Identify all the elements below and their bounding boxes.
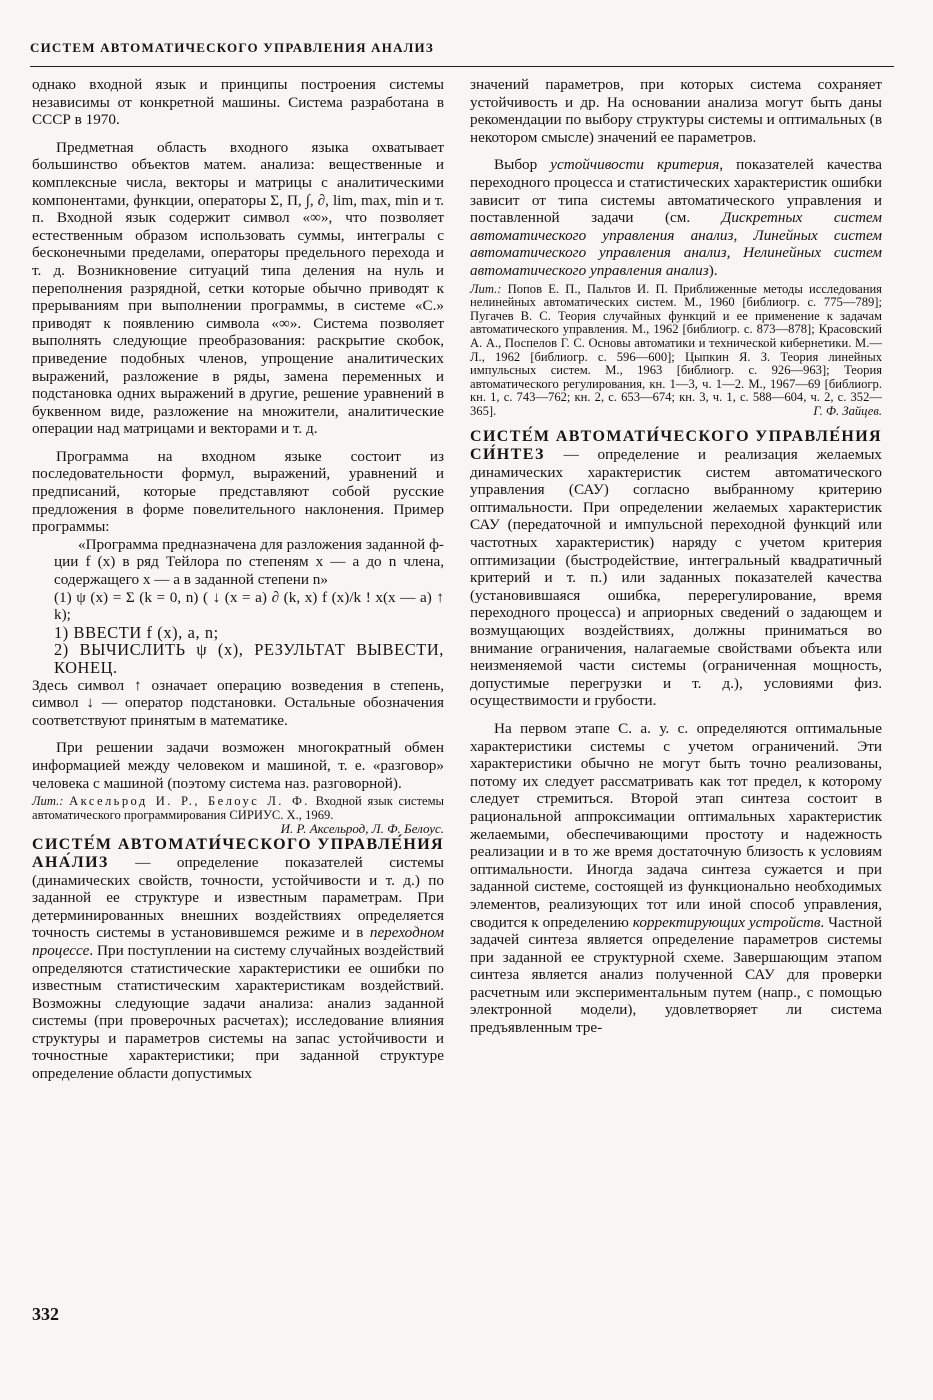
paragraph: При решении задачи возможен многократный обмен информацией между человеком и машиной, т. е. «разговор» человека с машиной (поэтому система наз. разговорной). [32, 739, 444, 792]
right-column [470, 76, 882, 1037]
page-number: 332 [32, 1304, 59, 1324]
author-signature: И. Р. Аксельрод, Л. Ф. Белоус. [280, 821, 444, 837]
paragraph-text: Выбор [494, 156, 551, 174]
header-rule [30, 66, 894, 67]
program-example [32, 536, 444, 677]
literature-text: Входной язык системы автоматического программирования СИРИУС. Х., 1969. [32, 794, 445, 822]
entry [32, 836, 444, 1082]
literature-label: Лит.: [32, 794, 64, 809]
left-column [32, 76, 444, 1083]
entry-title: СИСТЕ́М АВТОМАТИ́ЧЕСКОГО УПРАВЛЕ́НИЯ СИ́НТЕЗ [470, 428, 882, 464]
paragraph-text: . Частной задачей синтеза является определение параметров системы при заданной ее структурной схеме. Завершающим этапом синтеза является анализ полученной САУ для проверки расчетным или экспериментальным путем (напр., с помощью электронной модели), удовлетворяет ли система предъявленным тре- [470, 913, 882, 1037]
program-step-1: 1) ВВЕСТИ f (x), a, n; [54, 622, 219, 642]
cross-reference-link[interactable]: корректирующих устройств [632, 913, 821, 931]
program-step-2: 2) ВЫЧИСЛИТЬ ψ (x), РЕЗУЛЬТАТ ВЫВЕСТИ, КОНЕЦ. [54, 640, 444, 677]
literature-authors: Аксельрод И. Р., Белоус Л. Ф. [69, 794, 310, 809]
literature-label: Лит.: [470, 281, 502, 296]
paragraph-text: На первом этапе С. а. у. с. определяются оптимальные характеристики системы с учетом ограничений. Эти характеристики обычно не могут быть точно реализованы, потому их следует рассматривать как тот предел, к которому следует стремиться. Второй этап синтеза состоит в рациональной аппроксимации оптимальных характеристик желаемыми, обеспечивающими простоту и надежность реализации и в то же время достаточную близость к условиям оптимальности. Иногда задача синтеза сужается и при заданной системе, состоящей из функционально необходимых элементов, реализующих тот или иной способ управления, сводится к определению [470, 719, 882, 931]
program-formula: (1) ψ (x) = Σ (k = 0, n) ( ↓ (x = a) ∂ (k, x) f (x)/k ! x(x — a) ↑ k); [54, 588, 444, 624]
entry-text: . При поступлении на систему случайных воздействий определяются статистические характеристики ее ошибки по известным статистическим характеристикам воздействий. Возможны следующие задачи анализа: анализ заданной системы (при проверочных расчетах); исследование влияния структуры и параметров системы на запас устойчивости и точностные характеристики; при заданной структуре определение области допустимых [32, 941, 444, 1083]
paragraph: однако входной язык и принципы построения системы независимы от конкретной машины. Система разработана в СССР в 1970. [32, 76, 444, 129]
running-title: СИСТЕМ АВТОМАТИЧЕСКОГО УПРАВЛЕНИЯ АНАЛИЗ [30, 40, 434, 55]
cross-reference-link[interactable]: переходном процессе [32, 924, 444, 959]
entry-text: — определение и реализация желаемых динамических характеристик систем автоматического управления (САУ) согласно выбранному критерию оптимальности. При определении желаемых характеристик САУ (передаточной и импульсной переходной функций или частотных характеристик) наряду с учетом критерия оптимизации (быстродействие, интегральный квадратичный критерий и т. п.) или заданных показателей качества (установившаяся ошибка, перерегулирование, время переходного процесса) и априорных сведений о задающем и возмущающих воздействиях, должны приниматься во внимание ограничения, налагаемые свойствами объекта или неизменяемой части системы (ограниченная мощность, допустимые перегрузки и т. д.), условиями физ. осуществимости и грубости. [470, 446, 882, 710]
author-signature: Г. Ф. Зайцев. [813, 403, 882, 418]
paragraph [470, 720, 882, 1037]
cross-reference-link[interactable]: устойчивости критерия [550, 156, 720, 174]
literature [32, 795, 444, 822]
paragraph: Программа на входном языке состоит из последовательности формул, выражений, уравнений и предписаний, которые представляют собой русские предложения в форме повелительного наклонения. Пример программы: [32, 447, 444, 536]
paragraph-text: ). [708, 261, 718, 279]
paragraph-text: , показателей качества переходного процесса и статистических характеристик ошибки зависит от типа системы автоматического управления и поставленной задачи (см. [470, 156, 883, 227]
cross-reference-link[interactable]: Дискретных систем автоматического управления анализ, Линейных систем автоматического управления анализ, Нелинейных систем автоматического управления анализ [470, 209, 882, 279]
entry-text: — определение показателей системы (динамических свойств, точности, устойчивости и т. д.) по заданной ее структуре и известным параметрам. При детерминированных внешних воздействиях определяется точность системы в установившемся режиме и в [32, 853, 444, 942]
entry [470, 428, 882, 710]
paragraph: Предметная область входного языка охватывает большинство объектов матем. анализа: вещественные и комплексные числа, векторы и матрицы с аналитическими компонентами, функции, операторы Σ, Π, ∫, ∂, lim, max, min и т. п. Входной язык содержит символ «∞», что позволяет естественным образом использовать суммы, интегралы с бесконечными пределами, операторы предельного перехода и т. д. Возникновение ситуаций типа деления на нуль и переполнения разрядной, сетки которые обычно приводят к прерываниям при выполнении программы, в системе «С.» приводят к появлению символа «∞». Система позволяет выполнять следующие преобразования: раскрытие скобок, приведение подобных членов, упрощение аналитических выражений, разложение в ряды, замена переменных и подстановка одних выражений в другие, решение уравнений в буквенном виде, разложение на множители, аналитические операции над матрицами и векторами и т. д. [32, 138, 444, 438]
paragraph [470, 156, 882, 279]
entry-title: СИСТЕ́М АВТОМАТИ́ЧЕСКОГО УПРАВЛЕ́НИЯ АНА́ЛИЗ [32, 836, 444, 871]
paragraph: значений параметров, при которых система сохраняет устойчивость и др. На основании анализа могут быть даны рекомендации по выбору структуры системы и оптимальных (в некотором смысле) значений ее параметров. [470, 76, 882, 146]
literature [470, 283, 882, 419]
literature-text: Попов Е. П., Пальтов И. П. Приближенные методы исследования нелинейных автоматических систем. М., 1960 [библиогр. с. 775—789]; Пугачев В. С. Теория случайных функций и ее применение к задачам автоматического управления. М., 1962 [библиогр. с. 873—878]; Красовский А. А., Поспелов Г. С. Основы автоматики и технической кибернетики. М.— Л., 1962 [библиогр. с. 596—600]; Цыпкин Я. З. Теория линейных импульсных систем. М., 1963 [библиогр. с. 926—963]; Теория автоматического регулирования, кн. 1—3, ч. 1—2. М., 1967—69 [библиогр. кн. 1, с. 743—762; кн. 2, с. 653—674; кн. 3, ч. 1, с. 588—604, ч. 2, с. 352—365]. [470, 281, 882, 418]
program-comment: «Программа предназначена для разложения заданной ф-ции f (x) в ряд Тейлора по степеням x — a до n члена, содержащего x — a в заданной степени n» [54, 535, 444, 589]
paragraph: Здесь символ ↑ означает операцию возведения в степень, символ ↓ — оператор подстановки. Остальные обозначения соответствуют принятым в математике. [32, 676, 444, 729]
